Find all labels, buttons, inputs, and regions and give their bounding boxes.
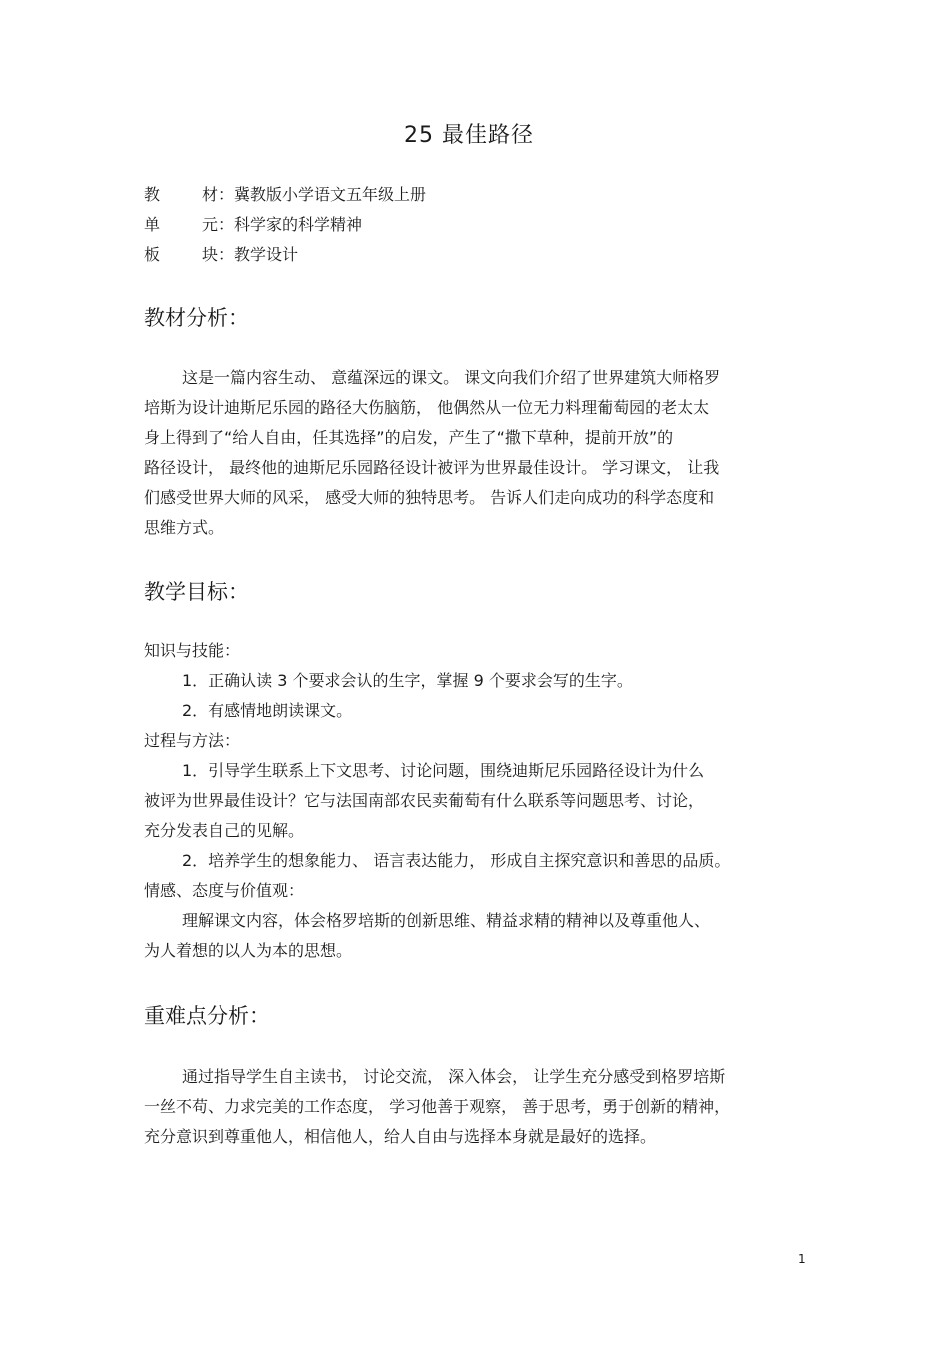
paragraph-line: 理解课文内容，体会格罗培斯的创新思维、精益求精的精神以及尊重他人、 [182,911,711,930]
section-heading-analysis: 教材分析： [144,306,249,330]
meta-key-1: 板 [144,245,161,264]
list-item: 1．正确认读 3 个要求会认的生字，掌握 9 个要求会写的生字。 [182,671,633,690]
meta-key-1: 单 [144,215,161,234]
list-item: 2．培养学生的想象能力、 语言表达能力， 形成自主探究意识和善思的品质。 [182,851,731,870]
subsection-label-emotion: 情感、态度与价值观： [144,881,305,900]
paragraph-line: 培斯为设计迪斯尼乐园的路径大伤脑筋， 他偶然从一位无力料理葡萄园的老太太 [144,398,710,417]
paragraph-line: 路径设计， 最终他的迪斯尼乐园路径设计被评为世界最佳设计。 学习课文， 让我 [144,458,720,477]
page-number: 1 [798,1252,806,1266]
meta-row-block [144,240,426,270]
meta-row-unit [144,210,426,240]
meta-row-textbook [144,180,426,210]
subsection-label-process: 过程与方法： [144,731,241,750]
page-title: 25 最佳路径 [404,123,534,148]
list-item: 1．引导学生联系上下文思考、讨论问题，围绕迪斯尼乐园路径设计为什么 [182,761,705,780]
section-heading-difficulty: 重难点分析： [144,1004,270,1028]
goals-body [144,636,824,966]
paragraph-line: 为人着想的以人为本的思想。 [144,941,353,960]
meta-key-2: 元： [202,215,235,234]
paragraph-line: 们感受世界大师的风采， 感受大师的独特思考。 告诉人们走向成功的科学态度和 [144,488,715,507]
paragraph-line: 思维方式。 [144,518,225,537]
difficulty-paragraph [144,1062,824,1152]
list-item-continuation: 被评为世界最佳设计？它与法国南部农民卖葡萄有什么联系等问题思考、讨论， [144,791,705,810]
list-item: 2．有感情地朗读课文。 [182,701,353,720]
meta-info [144,180,426,270]
paragraph-line: 这是一篇内容生动、 意蕴深远的课文。 课文向我们介绍了世界建筑大师格罗 [182,368,721,387]
list-item-continuation: 充分发表自己的见解。 [144,821,305,840]
paragraph-line: 充分意识到尊重他人，相信他人，给人自由与选择本身就是最好的选择。 [144,1127,657,1146]
meta-key-2: 块： [202,245,235,264]
meta-key-2: 材： [202,185,235,204]
analysis-paragraph [144,363,824,543]
paragraph-line: 通过指导学生自主读书， 讨论交流， 深入体会， 让学生充分感受到格罗培斯 [182,1067,726,1086]
meta-value: 教学设计 [234,245,299,264]
section-heading-goals: 教学目标： [144,580,249,604]
meta-value: 科学家的科学精神 [234,215,363,234]
paragraph-line: 身上得到了“给人自由，任其选择”的启发，产生了“撒下草种，提前开放”的 [144,428,674,447]
paragraph-line: 一丝不苟、力求完美的工作态度， 学习他善于观察， 善于思考，勇于创新的精神， [144,1097,731,1116]
meta-value: 冀教版小学语文五年级上册 [234,185,427,204]
meta-key-1: 教 [144,185,161,204]
subsection-label-knowledge: 知识与技能： [144,641,241,660]
